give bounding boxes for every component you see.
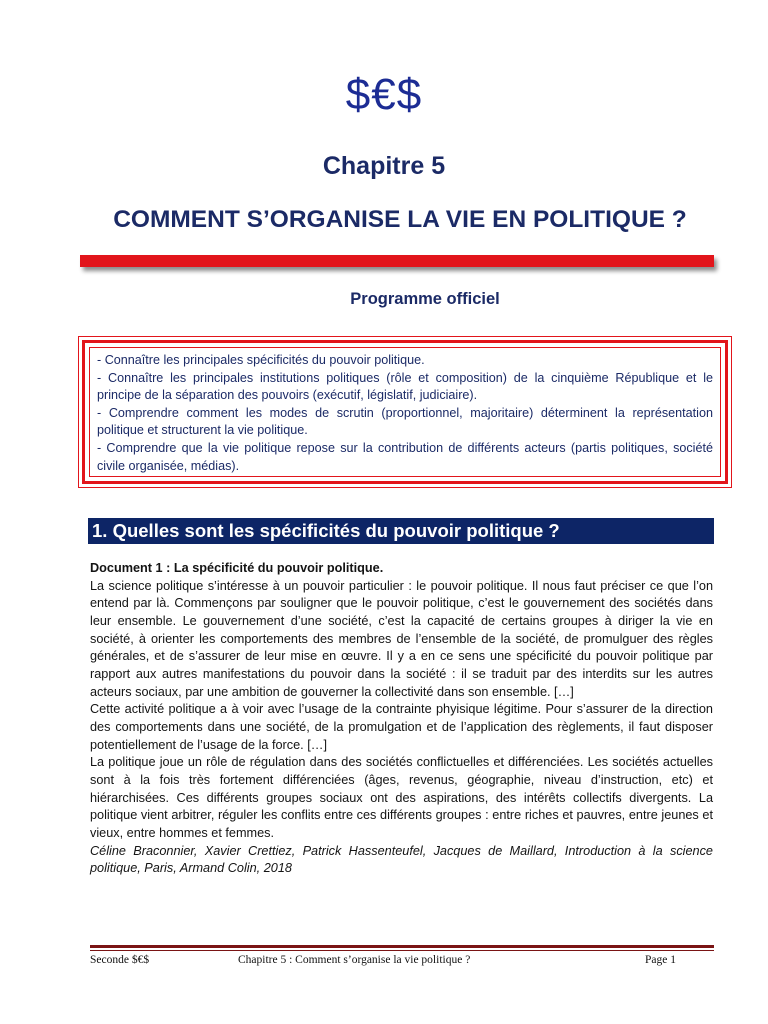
program-box bbox=[78, 336, 732, 488]
document-citation: Céline Braconnier, Xavier Crettiez, Patrick Hassenteufel, Jacques de Maillard, Introduction à la science politique, Paris, Armand Colin, 2018 bbox=[90, 843, 713, 876]
program-item: - Comprendre comment les modes de scrutin (proportionnel, majoritaire) déterminent la représentation politique et structurent la vie politique. bbox=[97, 405, 713, 438]
title-underline-bar bbox=[80, 255, 714, 267]
document-paragraph: La politique joue un rôle de régulation dans des sociétés conflictuelles et différenciées. Les sociétés actuelles sont à la fois très fortement différenciées (âges, revenus, géographie, niveau d’instruction, etc) et hiérarchisées. Ces différents groupes sociaux ont des aspirations, des intérêts collectifs divergents. La politique vient arbitrer, réguler les conflits entre ces différents groupes : entre riches et pauvres, entre jeunes et vieux, entre hommes et femmes. bbox=[90, 755, 713, 840]
footer-center: Chapitre 5 : Comment s’organise la vie politique ? bbox=[238, 954, 471, 966]
program-item: - Connaître les principales spécificités du pouvoir politique. bbox=[97, 353, 425, 367]
program-item: - Comprendre que la vie politique repose sur la contribution de différents acteurs (partis politiques, société civile organisée, médias). bbox=[97, 440, 713, 473]
chapter-heading: Chapitre 5 bbox=[322, 152, 446, 180]
document-paragraph: La science politique s’intéresse à un pouvoir particulier : le pouvoir politique. Il nous faut préciser ce que l’on entend par là. Commençons par souligner que le pouvoir politique, c’est le gouvernement des sociétés dans leur ensemble. Le gouvernement d’une société, c’est la capacité de certains groupes à diriger la vie en société, à orienter les comportements des membres de l’ensemble de la société, de promulguer des règles générales, et de s’assurer de leur mise en œuvre. Il y a en ce sens une spécificité du pouvoir politique par rapport aux autres manifestations du pouvoir dans la société : il se traduit par des interdits sur les autres acteurs sociaux, par une ambition de gouverner la collectivité dans son ensemble. […] bbox=[90, 578, 713, 699]
logo: $€$ bbox=[345, 70, 423, 119]
document-title: Document 1 : La spécificité du pouvoir politique. bbox=[90, 561, 384, 575]
footer-rule bbox=[90, 945, 714, 948]
section-heading: 1. Quelles sont les spécificités du pouvoir politique ? bbox=[88, 518, 714, 544]
document-1 bbox=[90, 560, 713, 878]
program-box-frame bbox=[82, 340, 728, 484]
page-footer bbox=[90, 954, 714, 970]
document-paragraph: Cette activité politique a à voir avec l’usage de la contrainte phyisique légitime. Pour s’assurer de la direction des comportements dans une société, de la promulgation et de l’application des règlements, il faut disposer potentiellement de l’usage de la force. […] bbox=[90, 702, 713, 752]
footer-page-number: Page 1 bbox=[645, 954, 676, 966]
program-item: - Connaître les principales institutions politiques (rôle et composition) de la cinquième République et le principe de la séparation des pouvoirs (exécutif, législatif, judiciaire). bbox=[97, 370, 713, 403]
program-list bbox=[89, 347, 721, 477]
footer-left: Seconde $€$ bbox=[90, 954, 150, 966]
page-title: COMMENT S’ORGANISE LA VIE EN POLITIQUE ? bbox=[113, 206, 687, 233]
footer-rule-thin bbox=[90, 950, 714, 951]
program-heading: Programme officiel bbox=[350, 290, 500, 308]
